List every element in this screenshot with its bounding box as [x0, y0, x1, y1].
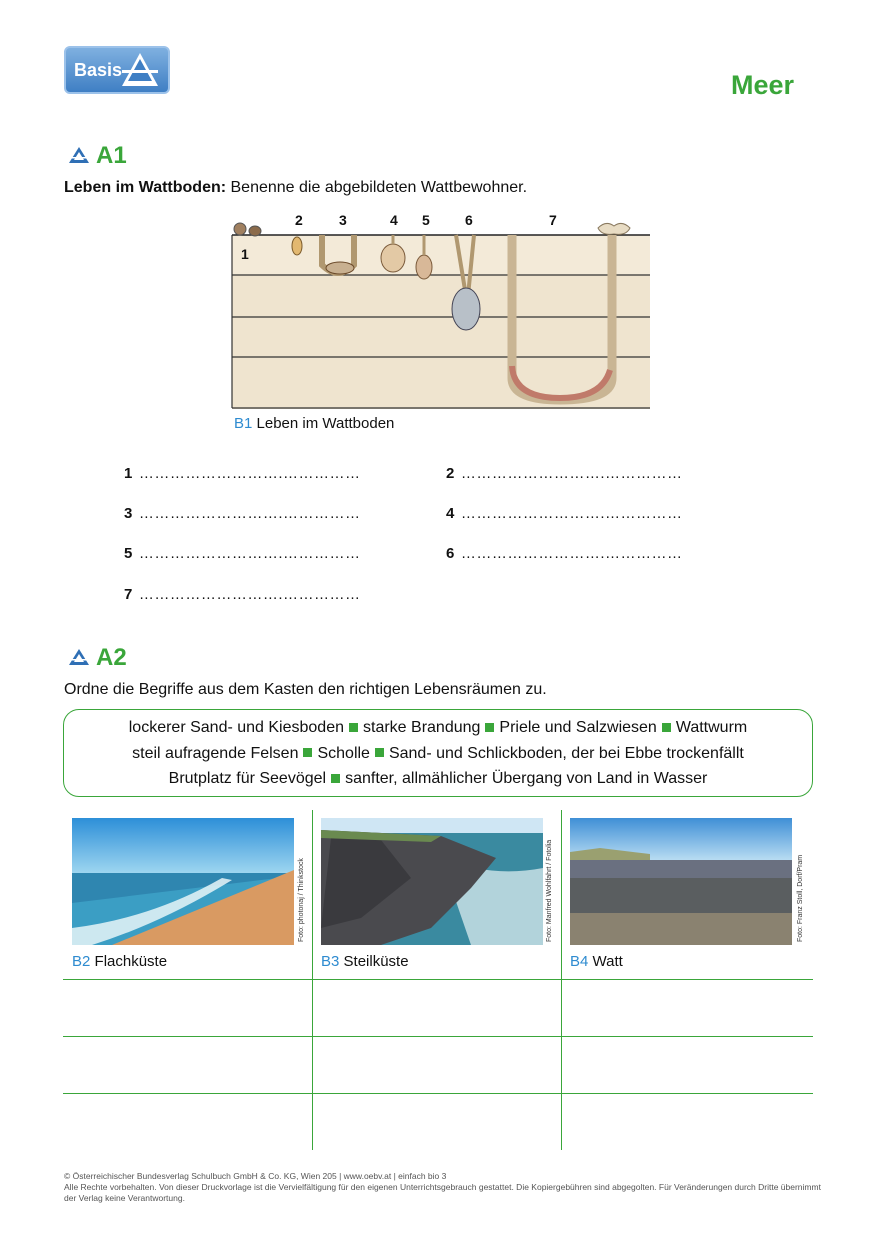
- terms-line-1: [64, 715, 812, 741]
- column-header-flachkueste: [72, 953, 167, 970]
- answer-line-7[interactable]: [124, 586, 361, 603]
- photo-watt: [570, 818, 792, 945]
- term: sanfter, allmählicher Übergang von Land in Wasser: [345, 770, 708, 787]
- column-header-steilkueste: [321, 953, 409, 970]
- answer-area-watt[interactable]: [562, 980, 813, 1150]
- fig-number: 2: [295, 212, 303, 228]
- answer-number: 3: [124, 505, 133, 522]
- footer-copyright: © Österreichischer Bundesverlag Schulbuch GmbH & Co. KG, Wien 205 | www.oebv.at | einfach bio 3: [64, 1171, 447, 1181]
- basis-logo: [64, 46, 170, 94]
- term: Brutplatz für Seevögel: [168, 770, 327, 787]
- term: starke Brandung: [363, 719, 481, 736]
- answer-blank: ……………………….……………: [460, 505, 683, 522]
- column-header-watt: [570, 953, 623, 970]
- level-pyramid-icon: [68, 146, 90, 164]
- term: Priele und Salzwiesen: [499, 719, 657, 736]
- pyramid-icon: [118, 50, 162, 90]
- answer-line-4[interactable]: [446, 505, 683, 522]
- logo-text: Basis: [74, 60, 123, 80]
- answer-line-2[interactable]: [446, 465, 683, 482]
- footer-rights: Alle Rechte vorbehalten. Von dieser Druckvorlage ist die Vervielfältigung für den eigenen Unterrichtsgebrauch gestattet. Die Kopiergebühren sind abgegolten. Für Veränderungen durch Dritte übernimmt der Verlag keine Verantwortung.: [64, 1182, 821, 1203]
- level-pyramid-icon: [68, 648, 90, 666]
- figure-ref: B1: [234, 415, 253, 432]
- answer-number: 6: [446, 545, 455, 562]
- column-name: Flachküste: [90, 953, 168, 970]
- term: Sand- und Schlickboden, der bei Ebbe trockenfällt: [388, 744, 744, 762]
- square-bullet-icon: [485, 723, 494, 732]
- square-bullet-icon: [331, 774, 340, 783]
- answer-line-1[interactable]: [124, 465, 361, 482]
- footer: [64, 1171, 824, 1204]
- a2-instruction: Ordne die Begriffe aus dem Kasten den richtigen Lebensräumen zu.: [64, 681, 547, 698]
- figure-ref: B4: [570, 953, 589, 970]
- answer-number: 5: [124, 545, 133, 562]
- answer-blank: ……………………….……………: [138, 505, 361, 522]
- figure-caption-b1: [234, 415, 394, 432]
- answer-number: 1: [124, 465, 133, 482]
- photo-credit: Foto: photonaj / Thinkstock: [298, 858, 305, 942]
- page-title: Meer: [730, 70, 794, 100]
- answer-line-5[interactable]: [124, 545, 361, 562]
- answer-blank: ……………………….……………: [138, 545, 361, 562]
- caption-text: Leben im Wattboden: [252, 415, 395, 432]
- answer-line-3[interactable]: [124, 505, 361, 522]
- answer-number: 4: [446, 505, 455, 522]
- square-bullet-icon: [375, 748, 384, 757]
- answer-area-steilkueste[interactable]: [313, 980, 561, 1150]
- fig-number: 6: [465, 212, 473, 228]
- photo-steilkueste: [321, 818, 543, 945]
- fig-number: 3: [339, 212, 347, 228]
- answer-area-flachkueste[interactable]: [63, 980, 312, 1150]
- figure-ref: B2: [72, 953, 91, 970]
- task-label-a2: A2: [96, 644, 127, 671]
- task-label-a1: A1: [96, 142, 127, 169]
- terms-line-3: [64, 766, 812, 792]
- answer-line-6[interactable]: [446, 545, 683, 562]
- answer-blank: ……………………….……………: [460, 545, 683, 562]
- answer-blank: ……………………….……………: [138, 586, 361, 603]
- a1-instruction-text: Benenne die abgebildeten Wattbewohner.: [226, 179, 528, 196]
- square-bullet-icon: [662, 723, 671, 732]
- answer-blank: ……………………….……………: [460, 465, 683, 482]
- wattboden-illustration: [230, 208, 652, 413]
- terms-line-2: [64, 741, 812, 767]
- column-name: Steilküste: [339, 953, 409, 970]
- answer-number: 2: [446, 465, 455, 482]
- fig-number: 7: [549, 212, 557, 228]
- square-bullet-icon: [349, 723, 358, 732]
- answer-number: 7: [124, 586, 133, 603]
- fig-number: 4: [390, 212, 398, 228]
- term: steil aufragende Felsen: [132, 744, 299, 762]
- a1-instruction-bold: Leben im Wattboden:: [64, 179, 227, 196]
- fig-number: 5: [422, 212, 430, 228]
- photo-credit: Foto: Franz Stoll, Dorf/Pram: [797, 854, 804, 942]
- term: lockerer Sand- und Kiesboden: [128, 719, 344, 736]
- fig-number: 1: [241, 246, 249, 262]
- photo-flachkueste: [72, 818, 294, 945]
- a1-instruction: [64, 179, 527, 197]
- photo-credit: Foto: Manfred Wohlfahrt / Fotolia: [546, 839, 553, 942]
- square-bullet-icon: [303, 748, 312, 757]
- figure-ref: B3: [321, 953, 340, 970]
- terms-box: [63, 709, 813, 797]
- answer-blank: ……………………….……………: [138, 465, 361, 482]
- term: Scholle: [317, 744, 370, 762]
- column-name: Watt: [588, 953, 623, 970]
- term: Wattwurm: [675, 719, 748, 736]
